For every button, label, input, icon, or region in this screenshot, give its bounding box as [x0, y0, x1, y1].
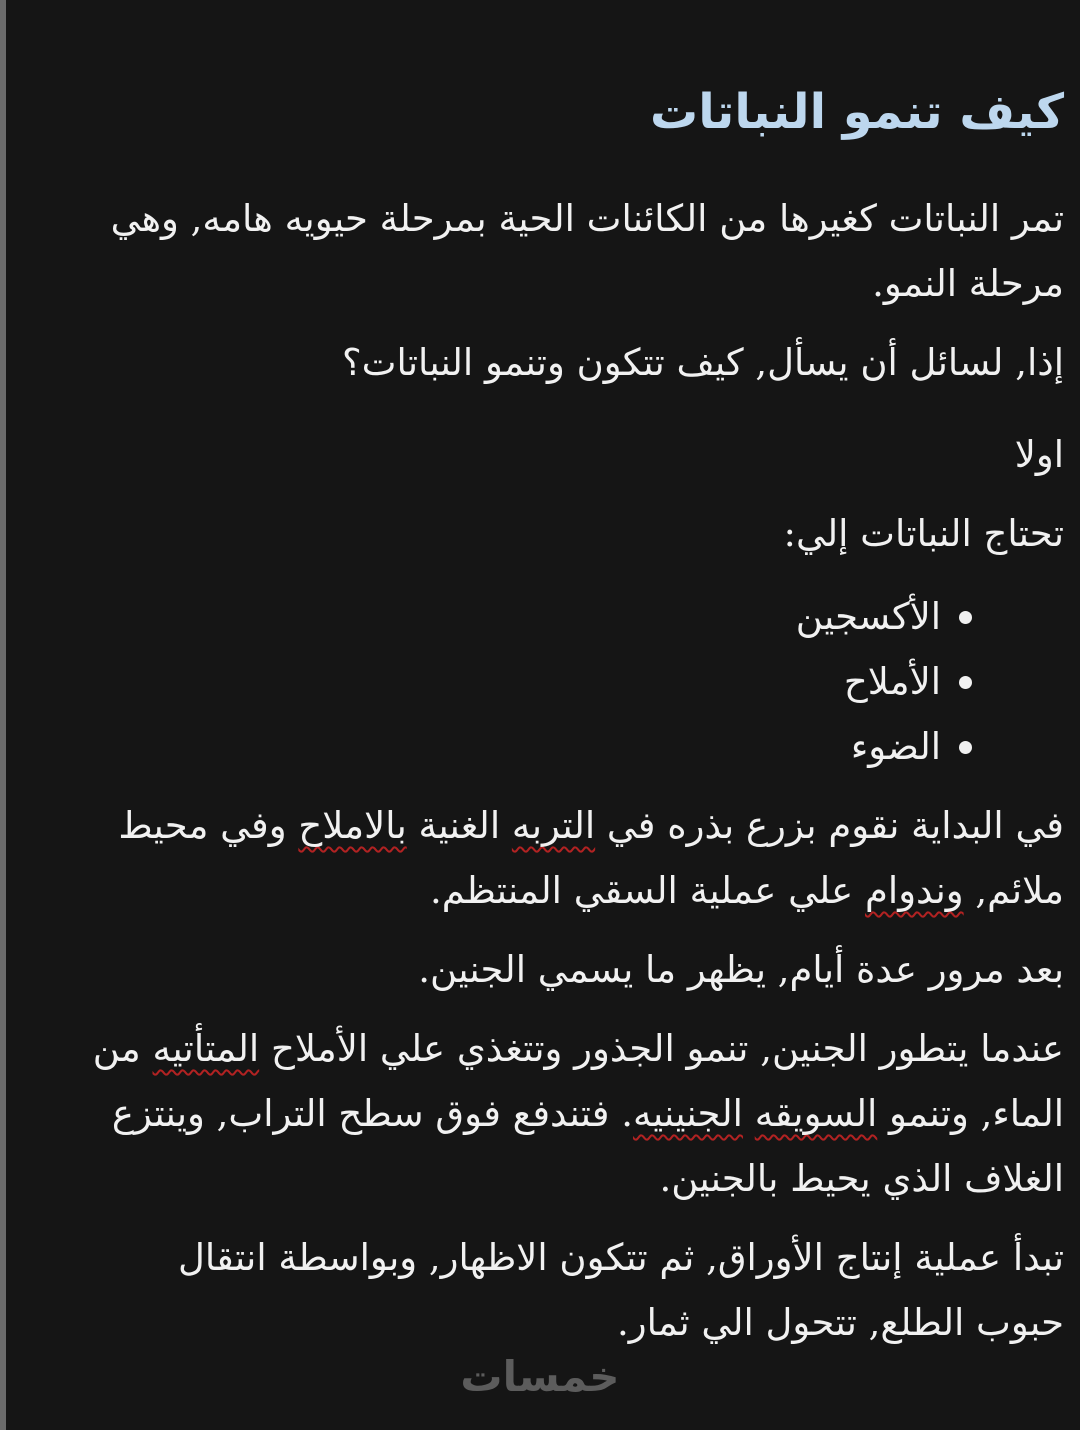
paragraph-needs-heading: تحتاج النباتات إلي: [783, 512, 1064, 555]
misspelled-word: الجنينيه [633, 1092, 743, 1135]
misspelled-word: السويقه [754, 1092, 878, 1135]
text-segment: من الماء, وتنمو [92, 1027, 1064, 1135]
paragraph-leaves-fruit: تبدأ عملية إنتاج الأوراق, ثم تتكون الاظهار, وبواسطة انتقال حبوب الطلع, تتحول الي ثمار. [178, 1236, 1064, 1344]
list-item-label: الضوء [850, 725, 941, 768]
misspelled-word: بالاملاح [298, 804, 407, 847]
text-segment: الغنية [406, 804, 512, 847]
text-segment: عندما يتطور الجنين, تنمو الجذور وتتغذي علي الأملاح [259, 1027, 1064, 1070]
list-item-label: الأكسجين [795, 595, 941, 638]
list-item-label: الأملاح [843, 660, 941, 703]
list-item-oxygen [91, 584, 972, 649]
misspelled-word: التربه [511, 804, 596, 847]
text-segment: علي عملية السقي المنتظم. [429, 869, 865, 912]
bullet-icon [959, 741, 972, 754]
misspelled-word: المتأتيه [152, 1027, 260, 1070]
text-segment [743, 1092, 755, 1135]
list-item-salts [91, 649, 972, 714]
list-item-light [91, 714, 972, 779]
text-segment: . فتندفع فوق سطح التراب, وينتزع الغلاف الذي يحيط بالجنين. [111, 1092, 1064, 1200]
paragraph-intro: تمر النباتات كغيرها من الكائنات الحية بمرحلة حيويه هامه, وهي مرحلة النمو. [110, 197, 1064, 305]
paragraph-first-label: اولا [1014, 433, 1064, 476]
paragraph-development [91, 1016, 1064, 1211]
page-title: كيف تنمو النباتات [650, 84, 1064, 140]
text-segment: وفي محيط ملائم, [118, 804, 1064, 912]
bullet-icon [959, 611, 972, 624]
paragraph-question: إذا, لسائل أن يسأل, كيف تتكون وتنمو النباتات؟ [342, 341, 1064, 384]
paragraph-embryo: بعد مرور عدة أيام, يظهر ما يسمي الجنين. [418, 948, 1064, 991]
misspelled-word: وندوام [865, 869, 964, 912]
needs-list [91, 584, 1064, 779]
bullet-icon [959, 676, 972, 689]
paragraph-planting [91, 793, 1064, 923]
text-segment: في البداية نقوم بزرع بذره في [595, 804, 1064, 847]
document-page [6, 0, 1080, 1430]
khamsat-watermark-logo: خمسات [460, 1352, 620, 1401]
